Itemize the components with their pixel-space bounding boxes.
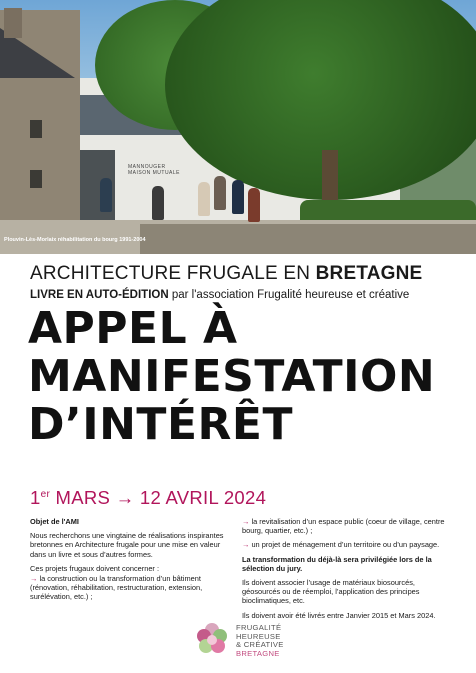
title-line-1: APPEL À bbox=[28, 303, 238, 354]
stone-wall bbox=[140, 224, 476, 254]
section-heading: Objet de l'AMI bbox=[30, 517, 79, 526]
stone-window bbox=[30, 170, 42, 188]
materials-note: Ils doivent associer l’usage de matériaux biosourcés, géosourcés ou de réemploi, l’application des principes bioclimatiques, etc. bbox=[242, 578, 420, 606]
list-item: → la construction ou la transformation d’un bâtiment (rénovation, réhabilitation, restructuration, extension, surélévation, etc.) ; bbox=[30, 574, 203, 602]
person bbox=[100, 178, 112, 212]
person bbox=[232, 180, 244, 214]
title-line-3: D’INTÉRÊT bbox=[28, 399, 293, 450]
right-arrow-icon: → bbox=[242, 517, 250, 526]
flower-logo-icon bbox=[195, 622, 229, 656]
header-photo bbox=[0, 0, 476, 254]
list-item: → la revitalisation d’un espace public (coeur de village, centre bourg, quartier, etc.) ; bbox=[242, 517, 445, 536]
title-line-2: MANIFESTATION bbox=[28, 351, 436, 402]
stone-window bbox=[30, 120, 42, 138]
right-column bbox=[242, 517, 450, 625]
left-column bbox=[30, 517, 234, 607]
delivery-dates-note: Ils doivent avoir été livrés entre Janvier 2015 et Mars 2024. bbox=[242, 610, 436, 620]
person bbox=[152, 186, 164, 220]
right-arrow-icon: → bbox=[242, 540, 250, 550]
concern-intro: Ces projets frugaux doivent concerner : bbox=[30, 563, 159, 573]
chimney bbox=[4, 8, 22, 38]
person bbox=[248, 188, 260, 222]
jury-note: La transformation du déjà-là sera privilégiée lors de la sélection du jury. bbox=[242, 554, 432, 573]
subtitle: ARCHITECTURE FRUGALE EN BRETAGNE bbox=[30, 263, 423, 284]
person bbox=[214, 176, 226, 210]
date-range: 1er MARS → 12 AVRIL 2024 bbox=[30, 487, 267, 508]
main-title bbox=[28, 305, 435, 449]
list-item: → un projet de ménagement d’un territoire ou d’un paysage. bbox=[242, 540, 440, 550]
right-arrow-icon: → bbox=[30, 574, 38, 584]
intro-paragraph: Nous recherchons une vingtaine de réalisations inspirantes bretonnes en Architecture frugale pour une mise en valeur dans un livre et sous d’autres formes. bbox=[30, 531, 224, 559]
building-sign: MANNOUGER MAISON MUTUALE bbox=[128, 164, 181, 176]
logo-text: FRUGALITÉ HEUREUSE & CRÉATIVE BRETAGNE bbox=[236, 623, 284, 658]
photo-caption: Plouvin-Lès-Morlaix réhabilitation du bourg 1991-2004 bbox=[4, 237, 146, 243]
edition-line: LIVRE EN AUTO-ÉDITION par l'association Frugalité heureuse et créative bbox=[30, 289, 410, 301]
right-arrow-icon: → bbox=[115, 487, 135, 508]
person bbox=[198, 182, 210, 216]
